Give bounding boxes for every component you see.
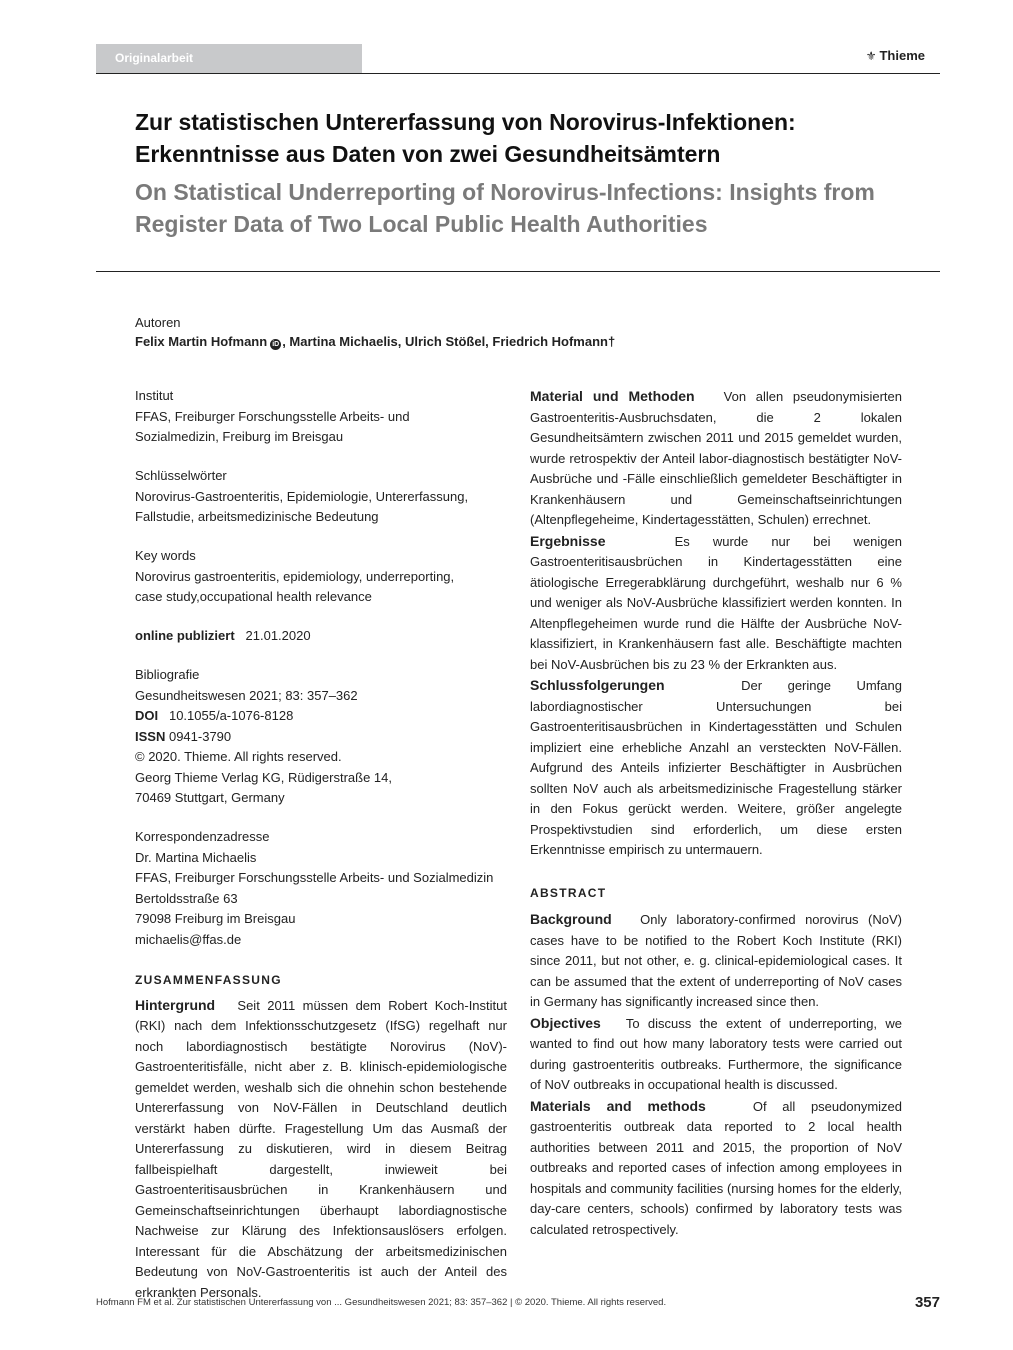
issn-label: ISSN	[135, 728, 166, 744]
page-number: 357	[914, 1294, 940, 1311]
published-block	[135, 626, 507, 647]
correspondence-block	[135, 827, 507, 950]
methoden-text: Von allen pseudonymisierten Gastroenteritis-Ausbruchsdaten, die 2 lokalen Gesundheitsämtern zwischen 2011 und 2015 gemeldet wurden, wurde retrospektiv der Anteil labor-diagnostisch bestätigter NoV-Ausbrüche und -Fälle einschließlich gemeldeter Beschäftigter in Krankenhäusern und Gemeinschaftseinrichtungen (Altenpflegeheime, Kindertagesstätten, Schulen) errechnet.	[530, 389, 902, 527]
correspondence-line: FFAS, Freiburger Forschungsstelle Arbeits- und Sozialmedizin	[135, 870, 494, 885]
institute-block	[135, 386, 507, 448]
authors-label: Autoren	[135, 315, 181, 330]
first-author: Felix Martin Hofmann	[135, 334, 268, 349]
schluss-label: Schlussfolgerungen	[530, 677, 665, 693]
keywords-de-label: Schlüsselwörter	[135, 468, 227, 483]
published-date: 21.01.2020	[245, 628, 311, 643]
methoden-label: Material und Methoden	[530, 388, 695, 404]
methods-text: Of all pseudonymized gastroenteritis outbreak data reported to 2 local health authorities between 2011 and 2015, the proportion of NoV outbreaks and reported cases of infection among employees in hospitals and community facilities (nursing homes for the elderly, day-care centers, schools) confirmed by laboratory tests was calculated retrospectively.	[530, 1098, 902, 1237]
institute-line: FFAS, Freiburger Forschungsstelle Arbeits- und	[135, 408, 410, 424]
thieme-logo-icon: ⚜	[865, 49, 877, 63]
background-text: Only laboratory-confirmed norovirus (NoV) cases have to be notified to the Robert Koch Institute (RKI) since 2011, but not other, e. g. clinical-epidemiological cases. It can be assumed that the extent of underreporting of NoV cases in Germany has significantly increased since then.	[530, 912, 902, 1009]
bibliography-block	[135, 665, 507, 809]
published-label: online publiziert	[135, 628, 235, 643]
authors-list	[135, 333, 615, 351]
publisher-address: 70469 Stuttgart, Germany	[135, 790, 285, 805]
bibliography-label: Bibliografie	[135, 667, 200, 682]
correspondence-line: Dr. Martina Michaelis	[135, 849, 257, 865]
objectives-paragraph	[530, 1013, 902, 1096]
keywords-en-label: Key words	[135, 548, 196, 563]
section-label: Originalarbeit	[96, 44, 362, 73]
hintergrund-text: Seit 2011 müssen dem Robert Koch-Institut (RKI) nach dem Infektionsschutzgesetz (IfSG) regelhaft nur noch labordiagnostisch bestätigte Norovirus (NoV)-Gastroenteritisfälle, nicht aber z. B. klinisch-epidemiologische gemeldet werden, weshalb sich die ohnehin schon bestehende Untererfassung von NoV-Fällen in Deutschland deutlich verstärkt haben dürfte. Fragestellung Um das Ausmaß der Untererfassung zu diskutieren, wird in diesem Beitrag fallbeispielhaft dargestellt, inwieweit bei Gastroenteritisausbrüchen in Krankenhäusern und Gemeinschaftseinrichtungen überhaupt labordiagnostische Nachweise zur Klärung des Infektionsauslösers erfolgen. Interessant für die Abschätzung der arbeitsmedizinischen Bedeutung von NoV-Gastroenteritis ist auch der Anteil des erkrankten Personals.	[135, 997, 507, 1300]
title-english: On Statistical Underreporting of Norovirus-Infections: Insights from Register Data of Two Local Public Health Authorities	[135, 179, 875, 237]
background-label: Background	[530, 911, 612, 927]
institute-line: Sozialmedizin, Freiburg im Breisgau	[135, 429, 344, 444]
orcid-icon[interactable]: iD	[272, 341, 280, 348]
right-column	[530, 386, 902, 1240]
issn-row	[135, 727, 507, 748]
header-divider	[96, 73, 940, 74]
publisher-logo	[866, 47, 925, 65]
keywords-de-block	[135, 466, 507, 528]
ergebnisse-paragraph	[530, 531, 902, 676]
other-authors: , Martina Michaelis, Ulrich Stößel, Friedrich Hofmann†	[282, 334, 616, 349]
title-german: Zur statistischen Untererfassung von Norovirus-Infektionen: Erkenntnisse aus Daten von zwei Gesundheitsämtern	[135, 109, 796, 167]
institute-label: Institut	[135, 388, 174, 403]
schluss-text: Der geringe Umfang labordiagnostischer Untersuchungen bei Gastroenteritisausbrüchen in Kindertagesstätten und Schulen impliziert eine erhebliche Anzahl an versteckten NoV-Fällen. Aufgrund des Anteils infizierter Beschäftigter in Ausbrüchen sollten NoV auch als arbeitsmedizinische Fragestellung stärker in den Fokus gerückt werden. Weitere, größer angelegte Prospektivstudien sind erforderlich, um diese ersten Erkenntnisse empirisch zu untermauern.	[530, 678, 902, 857]
abstract-heading: ABSTRACT	[530, 885, 607, 900]
methoden-paragraph	[530, 386, 902, 531]
correspondence-line: 79098 Freiburg im Breisgau	[135, 911, 296, 926]
background-paragraph	[530, 909, 902, 1013]
title-divider	[96, 271, 940, 272]
keywords-en-line: case study,occupational health relevance	[135, 589, 372, 604]
bibliography-journal: Gesundheitswesen 2021; 83: 357–362	[135, 687, 358, 703]
left-column	[135, 386, 507, 1303]
keywords-en-line: Norovirus gastroenteritis, epidemiology, underreporting,	[135, 568, 455, 584]
keywords-en-block	[135, 546, 507, 608]
doi-row	[135, 706, 507, 727]
hintergrund-paragraph	[135, 995, 507, 1304]
doi-link[interactable]: 10.1055/a-1076-8128	[168, 708, 294, 723]
zusammenfassung-heading: ZUSAMMENFASSUNG	[135, 973, 282, 987]
publisher-name: Thieme	[879, 48, 925, 63]
methods-paragraph	[530, 1096, 902, 1241]
ergebnisse-label: Ergebnisse	[530, 532, 606, 549]
correspondence-label: Korrespondenzadresse	[135, 829, 270, 844]
keywords-de-line: Fallstudie, arbeitsmedizinische Bedeutung	[135, 509, 379, 524]
issn-value: 0941-3790	[168, 728, 232, 744]
objectives-label: Objectives	[530, 1014, 601, 1031]
correspondence-line: Bertoldsstraße 63	[135, 890, 238, 906]
objectives-text: To discuss the extent of underreporting, we wanted to find out how many laboratory tests were carried out during gastroenteritis outbreaks. Furthermore, the significance of NoV outbreaks in occupational health is discussed.	[530, 1015, 902, 1092]
keywords-de-line: Norovirus-Gastroenteritis, Epidemiologie, Untererfassung,	[135, 488, 469, 504]
doi-label: DOI	[135, 708, 159, 723]
copyright-line: © 2020. Thieme. All rights reserved.	[135, 749, 342, 764]
publisher-address: Georg Thieme Verlag KG, Rüdigerstraße 14,	[135, 769, 392, 785]
footer-citation: Hofmann FM et al. Zur statistischen Untererfassung von ... Gesundheitswesen 2021; 83: 357–362 | © 2020. Thieme. All rights reserved.	[96, 1297, 667, 1308]
ergebnisse-text: Es wurde nur bei wenigen Gastroenteritisausbrüchen in Kindertagesstätten eine ätiologische Erregerabklärung durchgeführt, weshalb nur 6 % und weniger als NoV-Ausbrüche klassifiziert werden konnten. In Altenpflegeheimen wurde rund die Hälfte der Ausbrüche NoV-klassifiziert, in Krankenhäusern fast alle. Beschäftigte machten bei NoV-Ausbrüchen bis zu 23 % der Erkrankten aus.	[530, 533, 902, 672]
correspondence-email[interactable]: michaelis@ffas.de	[135, 931, 242, 947]
schluss-paragraph	[530, 675, 902, 861]
methods-label: Materials and methods	[530, 1097, 706, 1114]
hintergrund-label: Hintergrund	[135, 996, 216, 1013]
